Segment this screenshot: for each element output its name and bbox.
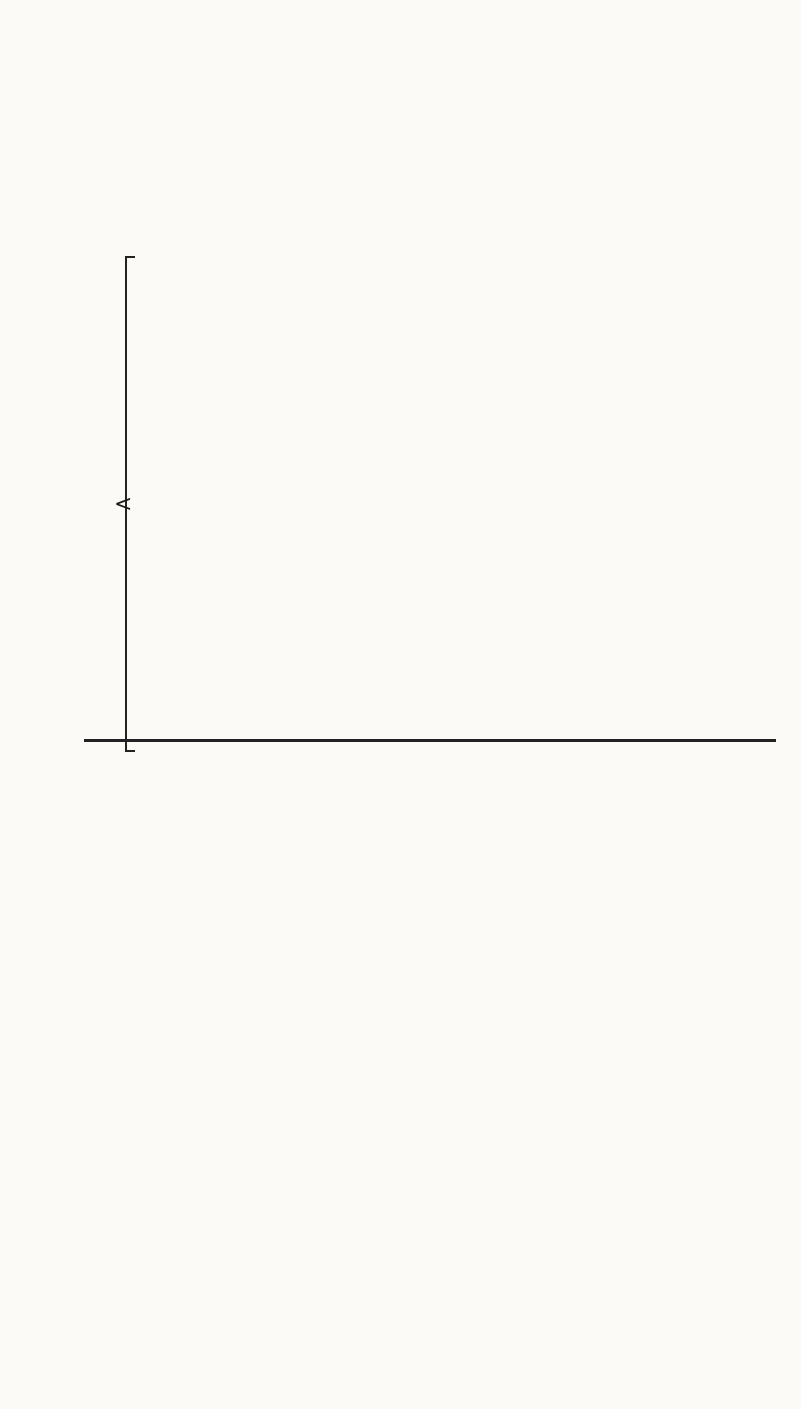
brace-point: < (114, 492, 133, 517)
section-rule (84, 739, 776, 742)
brace-top-tick (125, 256, 135, 258)
brace-bottom-tick (125, 750, 135, 752)
